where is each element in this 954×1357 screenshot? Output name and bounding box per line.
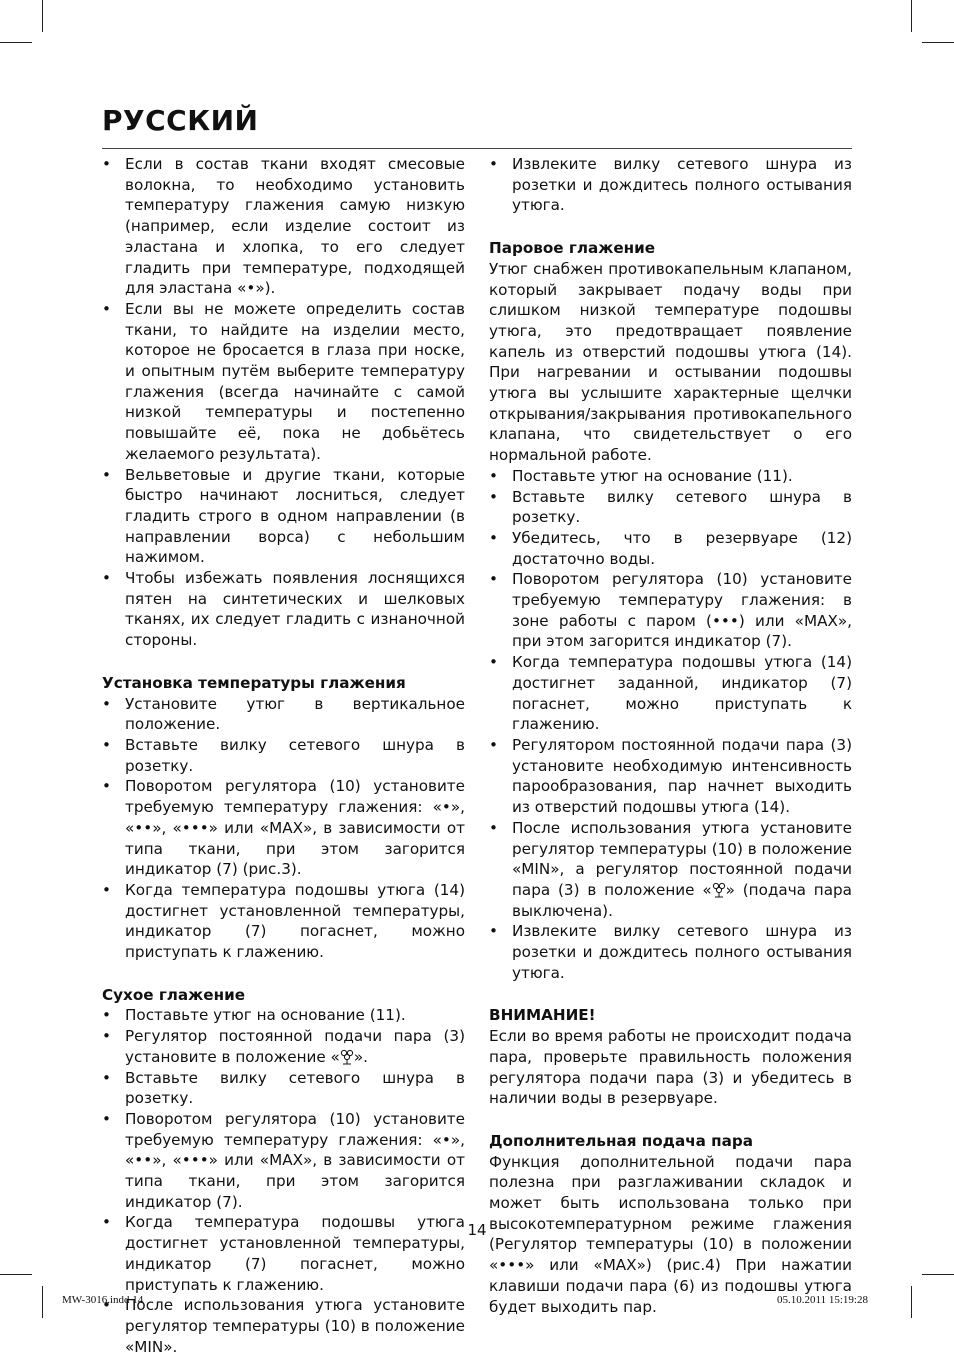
list-item: • Поставьте утюг на основание (11). <box>489 466 852 487</box>
list-item: • Убедитесь, что в резервуаре (12) достаточно воды. <box>489 528 852 569</box>
title-rule <box>102 148 852 149</box>
section-heading-dry-ironing: Сухое глажение <box>102 985 246 1004</box>
section-heading-steam-ironing: Паровое глажение <box>489 239 656 258</box>
unplug-list <box>489 154 852 216</box>
temperature-steps-list <box>102 694 465 963</box>
list-item-text: ». <box>353 1047 368 1066</box>
steam-off-icon <box>340 1049 354 1065</box>
list-item: • Поворотом регулятора (10) установите требуемую температуру глажения: «•», «••», «•••» или «MAX», в зависимости от типа ткани, при этом загорится индикатор (7). <box>102 1109 465 1213</box>
section-heading-extra-steam: Дополнительная подача пара <box>489 1131 754 1150</box>
steam-off-icon <box>712 882 726 898</box>
page-number: 14 <box>467 1221 487 1239</box>
list-item: • Регулятором постоянной подачи пара (3) установите необходимую интенсивность парообразования, пар начнет выходить из отверстий подошвы утюга (14). <box>489 735 852 818</box>
crop-mark <box>922 42 954 43</box>
list-item: • Извлеките вилку сетевого шнура из розетки и дождитесь полного остывания утюга. <box>489 921 852 983</box>
list-item <box>102 1026 465 1067</box>
file-label: MW-3016.indd 14 <box>62 1294 144 1306</box>
steam-ironing-list <box>489 466 852 984</box>
list-item: • Поворотом регулятора (10) установите требуемую температуру глажения: в зоне работы с паром (•••) или «MAX», при этом загорится индикатор (7). <box>489 569 852 652</box>
list-item: • Вставьте вилку сетевого шнура в розетку. <box>102 1068 465 1109</box>
list-item: • Если вы не можете определить состав ткани, то найдите на изделии место, которое не бросается в глаза при носке, и опытным путём выберите температуру глажения (всегда начинайте с самой низкой температуры и постепенно повышайте её, пока не добьётесь желаемого результата). <box>102 299 465 465</box>
list-item: • Поворотом регулятора (10) установите требуемую температуру глажения: «•», «••», «•••» или «MAX», в зависимости от типа ткани, при этом загорится индикатор (7) (рис.3). <box>102 776 465 880</box>
list-item <box>489 818 852 922</box>
list-item: • Когда температура подошвы утюга (14) достигнет заданной, индикатор (7) погаснет, можно приступать к глажению. <box>489 652 852 735</box>
list-item: • Вельветовые и другие ткани, которые быстро начинают лосниться, следует гладить строго в одном направлении (в направлении ворса) с небольшим нажимом. <box>102 465 465 569</box>
timestamp: 05.10.2011 15:19:28 <box>777 1294 868 1306</box>
left-column <box>102 154 465 1357</box>
crop-mark <box>922 1274 954 1275</box>
list-item: • Извлеките вилку сетевого шнура из розетки и дождитесь полного остывания утюга. <box>489 154 852 216</box>
crop-mark <box>0 42 32 43</box>
list-item: • Установите утюг в вертикальное положение. <box>102 694 465 735</box>
crop-mark <box>42 0 43 32</box>
list-item: • После использования утюга установите регулятор температуры (10) в положение «MIN». <box>102 1295 465 1357</box>
fabric-tips-list <box>102 154 465 651</box>
list-item: • Чтобы избежать появления лоснящихся пятен на синтетических и шелковых тканях, их следует гладить с изнаночной стороны. <box>102 568 465 651</box>
dry-ironing-list <box>102 1005 465 1357</box>
list-item-text: После использования утюга установите регулятор температуры (10) в положение «MIN», а регулятор постоянной подачи пара (3) в положение « <box>512 818 852 899</box>
steam-intro-paragraph: Утюг снабжен противокапельным клапаном, который закрывает подачу воды при слишком низкой температуре подошвы утюга, это предотвращает появление капель из отверстий подошвы утюга (14). При нагревании и остывании подошвы утюга вы услышите характерные щелчки открывания/закрывания противокапельного клапана, что свидетельствует о его нормальной работе. <box>489 259 852 465</box>
list-item: • Когда температура подошвы утюга (14) достигнет установленной температуры, индикатор (7) погаснет, можно приступать к глажению. <box>102 880 465 963</box>
list-item-text: » (подача пара выключена). <box>512 880 852 920</box>
list-item: • Если в состав ткани входят смесовые волокна, то необходимо установить температуру глажения самую низкую (например, если изделие состоит из эластана и хлопка, то его следует гладить при температуре, подходящей для эластана «•»). <box>102 154 465 299</box>
section-heading-temperature: Установка температуры глажения <box>102 673 406 692</box>
extra-steam-paragraph: Функция дополнительной подачи пара полезна при разглаживании складок и может быть использована только при высокотемпературном режиме глажения (Регулятор температуры (10) в положении «•••» или «MAX») (рис.4) При нажатии клавиши подачи пара (6) из подошвы утюга будет выходить пар. <box>489 1152 852 1316</box>
right-column <box>489 154 852 1317</box>
crop-mark <box>911 1286 912 1318</box>
list-item: • Вставьте вилку сетевого шнура в розетку. <box>102 735 465 776</box>
page-title: РУССКИЙ <box>102 104 259 137</box>
crop-mark <box>42 1286 43 1318</box>
section-heading-attention: ВНИМАНИЕ! <box>489 1006 596 1025</box>
list-item-text: Регулятор постоянной подачи пара (3) установите в положение « <box>125 1027 465 1066</box>
crop-mark <box>911 0 912 32</box>
crop-mark <box>0 1274 32 1275</box>
list-item: • Поставьте утюг на основание (11). <box>102 1005 465 1026</box>
list-item: • Когда температура подошвы утюга достигнет установленной температуры, индикатор (7) погаснет, можно приступать к глажению. <box>102 1212 465 1295</box>
list-item: • Вставьте вилку сетевого шнура в розетку. <box>489 487 852 528</box>
attention-paragraph: Если во время работы не происходит подача пара, проверьте правильность положения регулятора подачи пара (3) и убедитесь в наличии воды в резервуаре. <box>489 1027 852 1108</box>
